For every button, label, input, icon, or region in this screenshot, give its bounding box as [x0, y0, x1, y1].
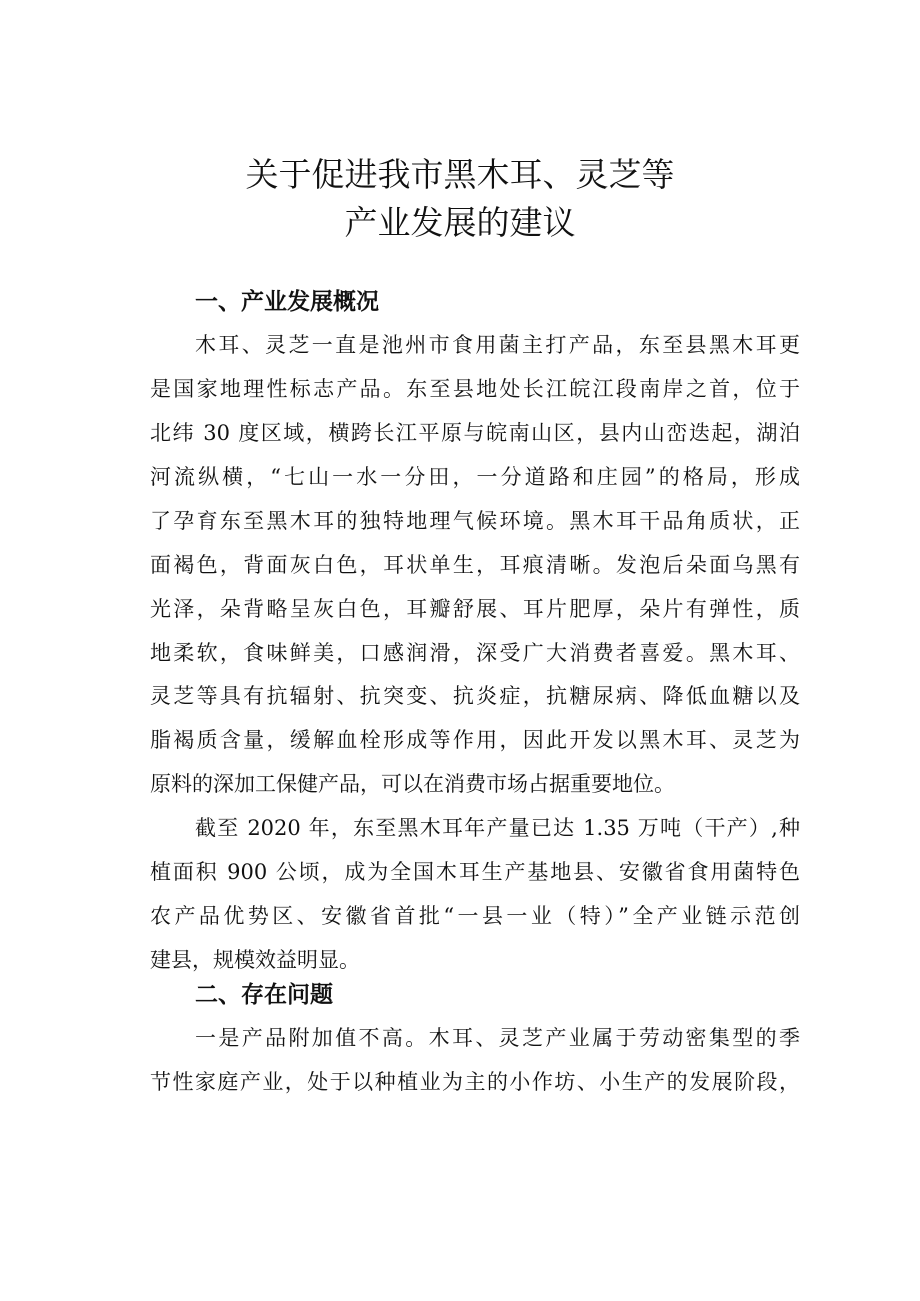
paragraph-line: 地柔软，食味鲜美，口感润滑，深受广大消费者喜爱。黑木耳、	[150, 641, 800, 665]
paragraph-line: 一是产品附加值不高。木耳、灵芝产业属于劳动密集型的季	[195, 1026, 800, 1050]
paragraph-line: 节性家庭产业，处于以种植业为主的小作坊、小生产的发展阶段，	[150, 1070, 800, 1094]
paragraph-line: 木耳、灵芝一直是池州市食用菌主打产品，东至县黑木耳更	[195, 333, 800, 357]
paragraph-line: 了孕育东至黑木耳的独特地理气候环境。黑木耳干品角质状，正	[150, 509, 800, 533]
section-heading-overview: 一、产业发展概况	[195, 289, 379, 315]
section-heading-problems: 二、存在问题	[195, 982, 333, 1008]
paragraph-line: 河流纵横，“七山一水一分田，一分道路和庄园”的格局，形成	[150, 465, 800, 489]
paragraph-line: 灵芝等具有抗辐射、抗突变、抗炎症，抗糖尿病、降低血糖以及	[150, 684, 800, 708]
paragraph-line: 北纬 30 度区域，横跨长江平原与皖南山区，县内山峦迭起，湖泊	[150, 421, 800, 445]
document-title-line-2: 产业发展的建议	[344, 203, 576, 242]
paragraph-line: 植面积 900 公顷，成为全国木耳生产基地县、安徽省食用菌特色	[150, 860, 800, 884]
paragraph-line: 面褐色，背面灰白色，耳状单生，耳痕清晰。发泡后朵面乌黑有	[150, 553, 800, 577]
paragraph-line: 建县，规模效益明显。	[150, 948, 360, 972]
paragraph-line: 截至 2020 年，东至黑木耳年产量已达 1.35 万吨（干产）,种	[195, 816, 800, 840]
paragraph-line: 是国家地理性标志产品。东至县地处长江皖江段南岸之首，位于	[150, 377, 800, 401]
paragraph-line: 农产品优势区、安徽省首批“一县一业（特）”全产业链示范创	[150, 904, 800, 928]
paragraph-line: 光泽，朵背略呈灰白色，耳瓣舒展、耳片肥厚，朵片有弹性，质	[150, 597, 800, 621]
document-title-line-1: 关于促进我市黑木耳、灵芝等	[245, 155, 675, 194]
paragraph-line: 原料的深加工保健产品，可以在消费市场占据重要地位。	[150, 772, 675, 796]
paragraph-line: 脂褐质含量，缓解血栓形成等作用，因此开发以黑木耳、灵芝为	[150, 728, 800, 752]
